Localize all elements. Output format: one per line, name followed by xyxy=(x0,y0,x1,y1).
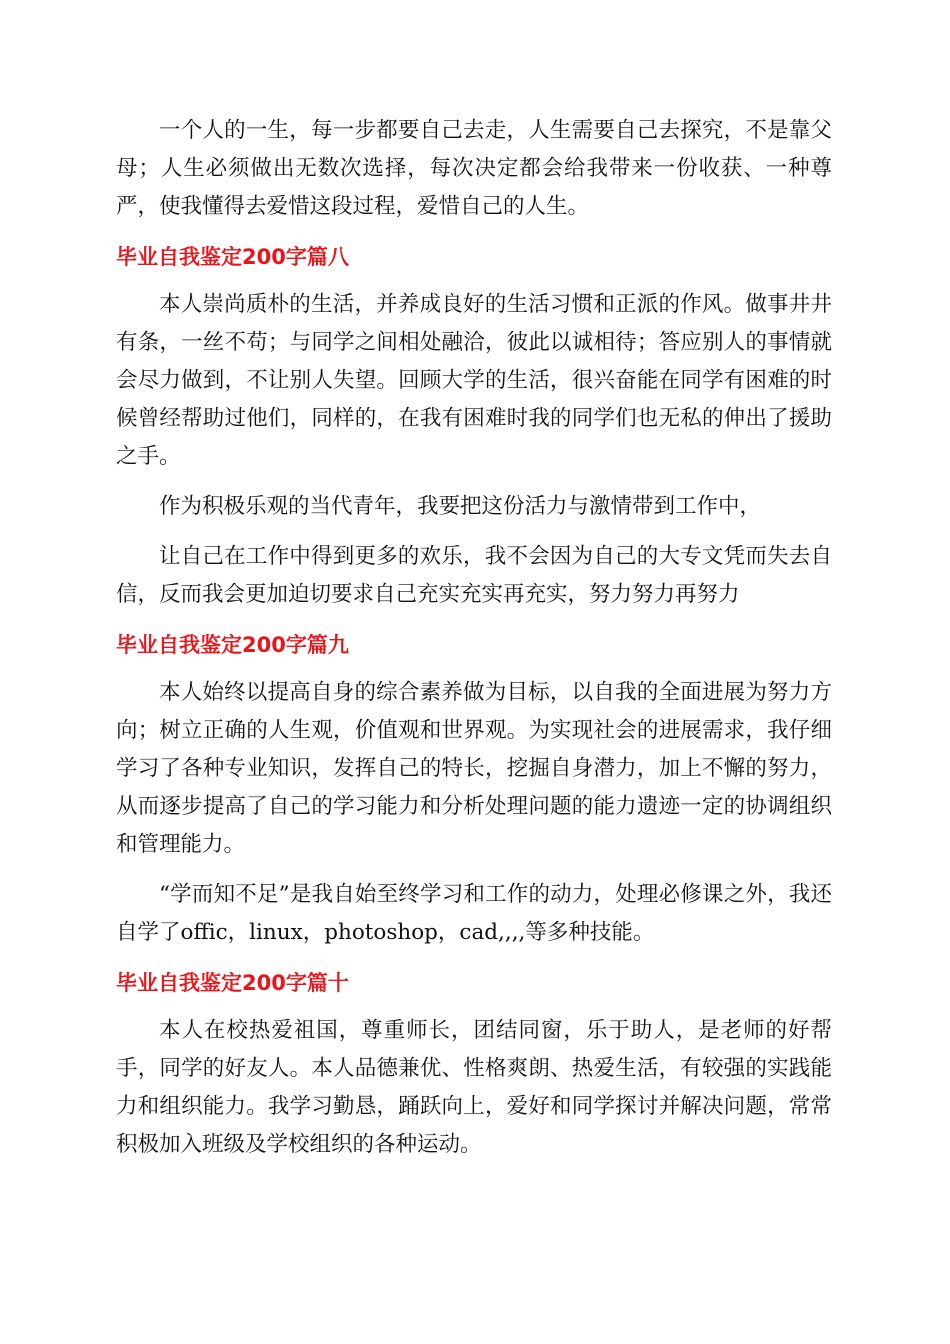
document-body xyxy=(116,112,832,1176)
paragraph-9-1: 本人始终以提高自身的综合素养做为目标，以自我的全面进展为努力方向；树立正确的人生观，价值观和世界观。为实现社会的进展需求，我仔细学习了各种专业知识，发挥自己的特长，挖掘自身潜力，加上不懈的努力，从而逐步提高了自己的学习能力和分析处理问题的能力遗迹一定的协调组织和管理能力。 xyxy=(116,680,832,857)
paragraph-8-1: 本人崇尚质朴的生活，并养成良好的生活习惯和正派的作风。做事井井有条，一丝不苟；与同学之间相处融洽，彼此以诚相待；答应别人的事情就会尽力做到，不让别人失望。回顾大学的生活，很兴奋能在同学有困难的时候曾经帮助过他们，同样的，在我有困难时我的同学们也无私的伸出了援助之手。 xyxy=(116,292,832,469)
section-heading-8: 毕业自我鉴定200字篇八 xyxy=(116,245,349,269)
section-heading-9: 毕业自我鉴定200字篇九 xyxy=(116,633,349,657)
section-heading-10: 毕业自我鉴定200字篇十 xyxy=(116,971,349,995)
paragraph-8-2: 作为积极乐观的当代青年，我要把这份活力与激情带到工作中， xyxy=(159,494,762,519)
paragraph-9-2: “学而知不足”是我自始至终学习和工作的动力，处理必修课之外，我还自学了offic，linux，photoshop，cad,,,,等多种技能。 xyxy=(116,882,832,945)
paragraph-intro: 一个人的一生，每一步都要自己去走，人生需要自己去探究，不是靠父母；人生必须做出无数次选择，每次决定都会给我带来一份收获、一种尊严，使我懂得去爱惜这段过程，爱惜自己的人生。 xyxy=(116,118,832,219)
paragraph-10-1: 本人在校热爱祖国，尊重师长，团结同窗，乐于助人，是老师的好帮手，同学的好友人。本人品德兼优、性格爽朗、热爱生活，有较强的实践能力和组织能力。我学习勤恳，踊跃向上，爱好和同学探讨并解决问题，常常积极加入班级及学校组织的各种运动。 xyxy=(116,1018,832,1157)
paragraph-8-3: 让自己在工作中得到更多的欢乐，我不会因为自己的大专文凭而失去自信，反而我会更加迫切要求自己充实充实再充实，努力努力再努力 xyxy=(116,544,832,607)
